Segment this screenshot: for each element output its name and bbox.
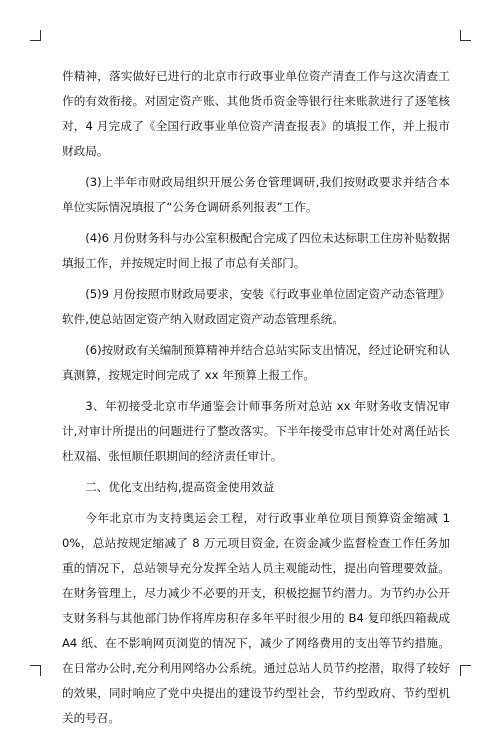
paragraph-budget: 今年北京市为支持奥运会工程，对行政事业单位项目预算资金缩减 10%，总站按规定缩减了 8 万元项目资金, 在资金减少监督检查工作任务加重的情况下，总站领导充分发挥全站人员主观能动性，提出向管理要效益。在财务管理上，尽力减少不必要的开支，积极挖掘节约潜力。为节约办公开支财务科与其他部门协作将库房积存多年平时很少用的 B4 复印纸四箱裁成 A4 纸、在不影响网页浏览的情况下，减少了网络费用的支出等节约措施。在日常办公时,充分利用网络办公系统。通过总站人员节约挖潜，取得了较好的效果，同时响应了党中央提出的建设节约型社会，节约型政府、节约型机关的号召。 — [62, 511, 450, 725]
paragraph-item-4: (4)6 月份财务科与办公室积极配合完成了四位未达标职工住房补贴数据填报工作，并按规定时间上报了市总有关部门。 — [62, 231, 450, 270]
paragraph-item-5: (5)9 月份按照市财政局要求，安装《行政事业单位固定资产动态管理》软件,使总站固定资产纳入财政固定资产动态管理系统。 — [62, 287, 450, 326]
section-heading: 二、优化支出结构,提高资金使用效益 — [85, 480, 275, 494]
paragraph-item-3: (3)上半年市财政局组织开展公务仓管理调研,我们按财政要求并结合本单位实际情况填报了“公务仓调研系列报表”工作。 — [62, 175, 450, 214]
corner-mark-bottom-right — [460, 665, 471, 676]
corner-mark-top-right — [460, 30, 471, 41]
paragraph-continuation: 件精神，落实做好已进行的北京市行政事业单位资产清查工作与这次清查工作的有效衔接。对固定资产账、其他货币资金等银行往来账款进行了逐笔核对，4 月完成了《全国行政事业单位资产清查报表》的填报工作，并上报市财政局。 — [62, 69, 450, 158]
paragraph-item-6: (6)按财政有关编制预算精神并结合总站实际支出情况，经过论研究和认真测算，按规定时间完成了 xx 年预算上报工作。 — [62, 343, 450, 382]
corner-mark-top-left — [30, 30, 41, 41]
document-body — [62, 64, 450, 731]
corner-mark-bottom-left — [30, 665, 41, 676]
paragraph-section-3: 3、年初接受北京市华通鉴会计师事务所对总站 xx 年财务收支情况审计,对审计所提出的问题进行了整改落实。下半年接受市总审计处对离任站长杜双福、张恒顺任职期间的经济责任审计。 — [62, 399, 450, 463]
